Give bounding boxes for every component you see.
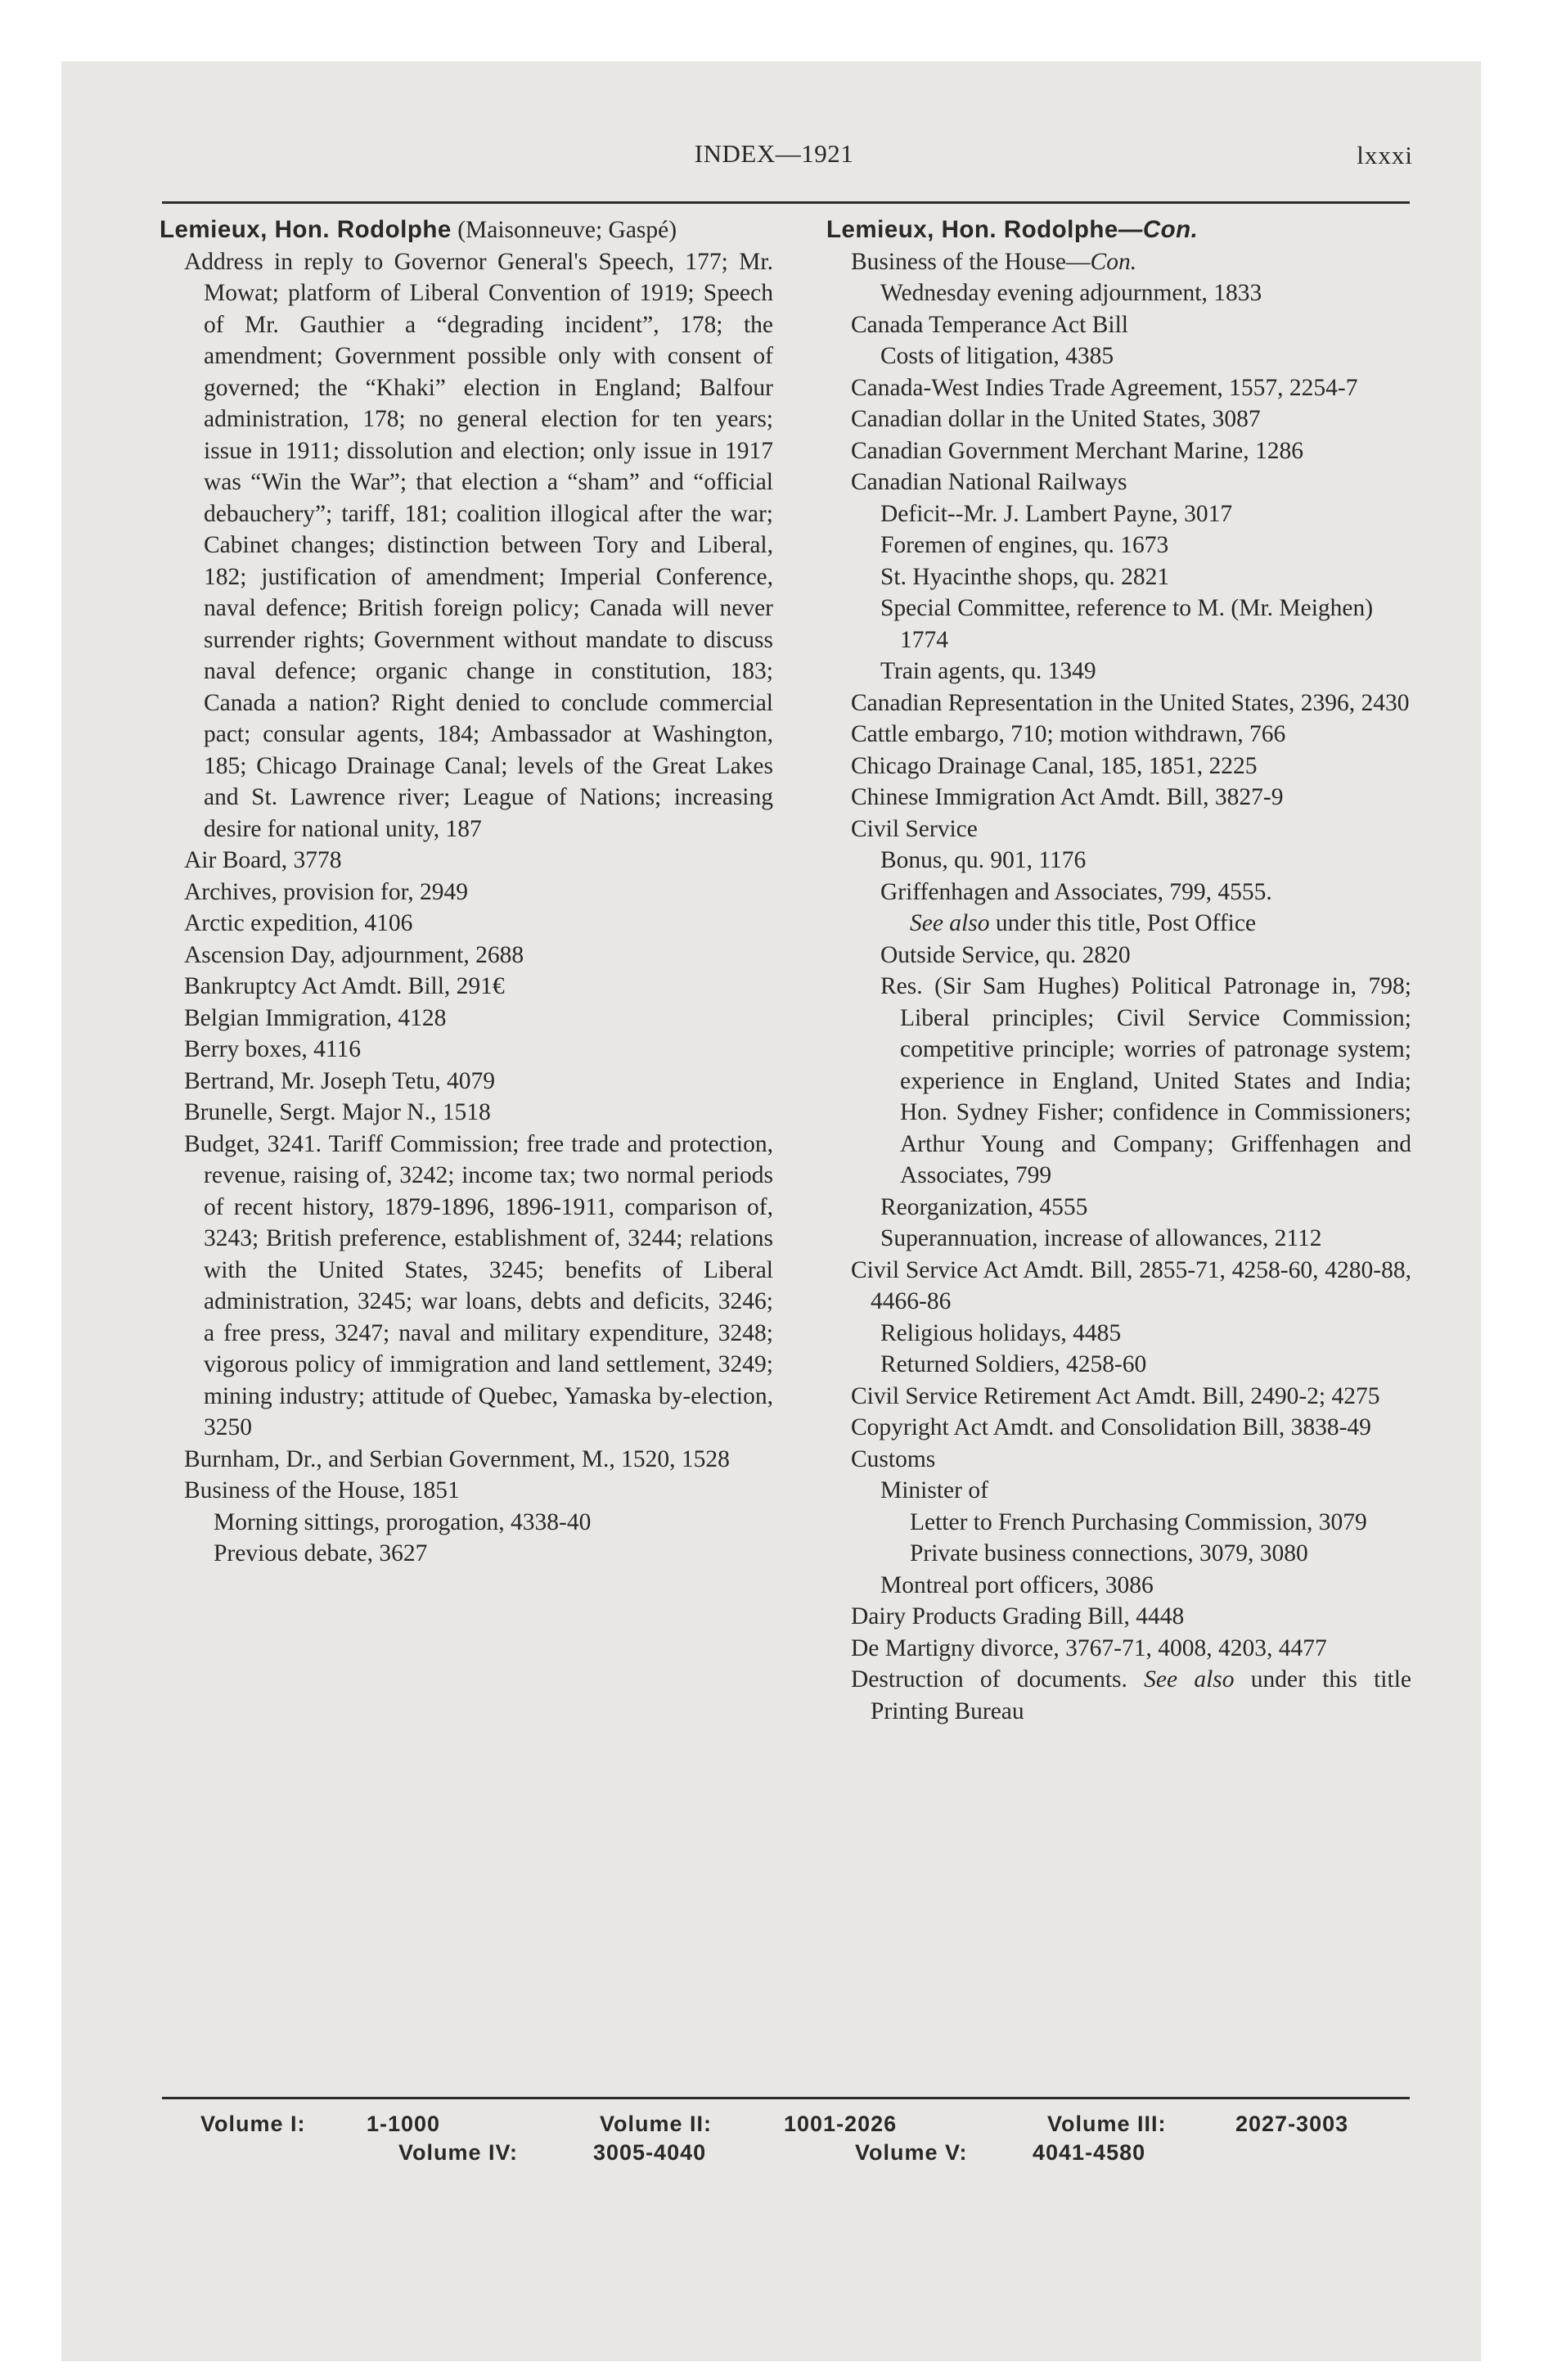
- index-entry: Archives, provision for, 2949: [184, 878, 469, 905]
- entry-heading-name: Lemieux, Hon. Rodolphe: [826, 216, 1118, 243]
- entry-constituency: (Maisonneuve; Gaspé): [457, 217, 677, 243]
- index-subentry: Wednesday evening adjournment, 1833: [880, 280, 1262, 306]
- volume-range: 3005-4040: [593, 2140, 707, 2165]
- footer-rule: [162, 2097, 1410, 2099]
- index-entry: Chinese Immigration Act Amdt. Bill, 3827-9: [851, 784, 1284, 810]
- index-subentry: Special Committee, reference to M. (Mr. Meighen) 1774: [880, 595, 1374, 653]
- right-column: [826, 214, 1411, 1727]
- index-subentry: Train agents, qu. 1349: [880, 658, 1096, 684]
- continued-marker: —Con.: [1118, 216, 1199, 243]
- index-subentry: Griffenhagen and Associates, 799, 4555.: [880, 878, 1272, 905]
- index-entry: Canada-West Indies Trade Agreement, 1557, 2254-7: [851, 374, 1358, 401]
- cross-reference-text: under this title, Post Office: [989, 910, 1257, 936]
- index-entry-lemieux-continued: [826, 214, 1411, 246]
- volume-range: 1-1000: [367, 2112, 441, 2136]
- index-entry: Chicago Drainage Canal, 185, 1851, 2225: [851, 752, 1258, 779]
- index-entry-budget: Budget, 3241. Tariff Commission; free trade and protection, revenue, raising of, 3242; income tax; two normal periods of recent history, 1879-1896, 1896-1911, comparison of, 3243; British preference, establishment of, 3244; relations with the United States, 3245; benefits of Liberal administration, 3245; war loans, debts and deficits, 3246; a free press, 3247; naval and military expenditure, 3248; vigorous policy of immigration and land settlement, 3249; mining industry; attitude of Quebec, Yamaska by-election, 3250: [184, 1130, 773, 1440]
- index-entry-business-continued: [851, 246, 1411, 278]
- index-entry-business: Business of the House, 1851: [184, 1477, 460, 1503]
- index-entry: Berry boxes, 4116: [184, 1036, 362, 1062]
- index-entry: Canadian dollar in the United States, 3087: [851, 406, 1261, 432]
- volume-label: Volume IV:: [398, 2140, 519, 2165]
- index-subentry: Montreal port officers, 3086: [880, 1571, 1154, 1598]
- entry-label: Destruction of documents.: [851, 1666, 1127, 1693]
- volume-range: 1001-2026: [784, 2112, 898, 2136]
- index-entry: Arctic expedition, 4106: [184, 910, 413, 936]
- entry-label: Business of the House—: [851, 248, 1091, 275]
- header-rule: [162, 201, 1410, 204]
- index-entry: Civil Service Act Amdt. Bill, 2855-71, 4258-60, 4280-88, 4466-86: [851, 1256, 1411, 1314]
- volume-range: 4041-4580: [1033, 2140, 1146, 2165]
- index-entry: Bankruptcy Act Amdt. Bill, 291€: [184, 973, 505, 999]
- index-entry: Cattle embargo, 710; motion withdrawn, 766: [851, 721, 1286, 747]
- index-subentry: Outside Service, qu. 2820: [880, 941, 1131, 968]
- index-subentry: Res. (Sir Sam Hughes) Political Patronage in, 798; Liberal principles; Civil Service Commission; competitive principle; worries of patronage system; experience in England, United States and India; Hon. Sydney Fisher; confidence in Commissioners; Arthur Young and Company; Griffenhagen and Associates, 799: [880, 973, 1411, 1188]
- index-subentry: Minister of: [880, 1477, 988, 1503]
- index-subentry: Bonus, qu. 901, 1176: [880, 847, 1087, 873]
- index-subentry: St. Hyacinthe shops, qu. 2821: [880, 563, 1170, 590]
- continued-marker: Con.: [1090, 248, 1137, 275]
- see-also-marker: See also: [1144, 1666, 1235, 1693]
- index-entry: Canadian Government Merchant Marine, 1286: [851, 437, 1303, 464]
- index-cross-reference: [910, 908, 1411, 940]
- index-subentry: Returned Soldiers, 4258-60: [880, 1351, 1147, 1377]
- index-entry: Ascension Day, adjournment, 2688: [184, 941, 524, 968]
- see-also-marker: See also: [910, 910, 990, 936]
- index-entry: Civil Service Retirement Act Amdt. Bill, 2490-2; 4275: [851, 1382, 1380, 1409]
- index-subentry: Religious holidays, 4485: [880, 1319, 1122, 1346]
- index-subentry: Costs of litigation, 4385: [880, 343, 1114, 369]
- index-subentry: Foremen of engines, qu. 1673: [880, 532, 1169, 558]
- index-entry-address: Address in reply to Governor General's Speech, 177; Mr. Mowat; platform of Liberal Convention of 1919; Speech of Mr. Gauthier a “degrading incident”, 178; the amendment; Government possible only with consent of governed; the “Khaki” election in England; Balfour administration, 178; no general election for ten years; issue in 1911; dissolution and election; only issue in 1917 was “Win the War”; that election a “sham” and “official debauchery”; tariff, 181; coalition illogical after the war; Cabinet changes; distinction between Tory and Liberal, 182; justification of amendment; Imperial Conference, naval defence; British foreign policy; Canada will never surrender rights; Government without mandate to discuss naval defence; organic change in constitution, 183; Canada a nation? Right denied to conclude commercial pact; consular agents, 184; Ambassador at Washington, 185; Chicago Drainage Canal; levels of the Great Lakes and St. Lawrence river; League of Nations; increasing desire for national unity, 187: [184, 248, 773, 842]
- index-entry: Brunelle, Sergt. Major N., 1518: [184, 1099, 491, 1125]
- index-entry: Dairy Products Grading Bill, 4448: [851, 1603, 1185, 1629]
- index-entry: [851, 1664, 1411, 1727]
- index-entry: Canada Temperance Act Bill: [851, 311, 1128, 338]
- index-entry: Customs: [851, 1445, 936, 1472]
- running-header-title: INDEX—1921: [694, 139, 854, 168]
- index-entry: Belgian Immigration, 4128: [184, 1004, 447, 1031]
- index-entry: Copyright Act Amdt. and Consolidation Bill, 3838-49: [851, 1414, 1371, 1440]
- index-subentry: Reorganization, 4555: [880, 1193, 1088, 1220]
- index-entry: Civil Service: [851, 815, 978, 842]
- index-subentry: Previous debate, 3627: [214, 1540, 428, 1566]
- index-entry-lemieux: [160, 214, 773, 246]
- index-entry: De Martigny divorce, 3767-71, 4008, 4203, 4477: [851, 1634, 1327, 1661]
- index-entry-burnham: Burnham, Dr., and Serbian Government, M., 1520, 1528: [184, 1445, 730, 1472]
- entry-heading-name: Lemieux, Hon. Rodolphe: [160, 216, 452, 243]
- index-entry: Canadian Representation in the United States, 2396, 2430: [851, 689, 1410, 716]
- index-subentry: Deficit--Mr. J. Lambert Payne, 3017: [880, 500, 1233, 527]
- volume-range: 2027-3003: [1235, 2112, 1349, 2136]
- index-entry: Air Board, 3778: [184, 847, 342, 873]
- index-entry: Canadian National Railways: [851, 469, 1127, 495]
- index-subentry: Superannuation, increase of allowances, 2112: [880, 1225, 1322, 1251]
- index-subentry: Morning sittings, prorogation, 4338-40: [214, 1508, 592, 1535]
- volume-label: Volume III:: [1047, 2112, 1167, 2136]
- index-entry: Bertrand, Mr. Joseph Tetu, 4079: [184, 1067, 496, 1094]
- index-subsubentry: Private business connections, 3079, 3080: [910, 1540, 1308, 1566]
- volume-label: Volume II:: [600, 2112, 713, 2136]
- index-subsubentry: Letter to French Purchasing Commission, 3079: [910, 1508, 1367, 1535]
- cross-reference-text: under this title Printing Bureau: [871, 1666, 1411, 1724]
- volume-label: Volume V:: [855, 2140, 968, 2165]
- page-number: lxxxi: [1357, 141, 1413, 169]
- volume-label: Volume I:: [200, 2112, 306, 2136]
- left-column: [160, 214, 773, 1570]
